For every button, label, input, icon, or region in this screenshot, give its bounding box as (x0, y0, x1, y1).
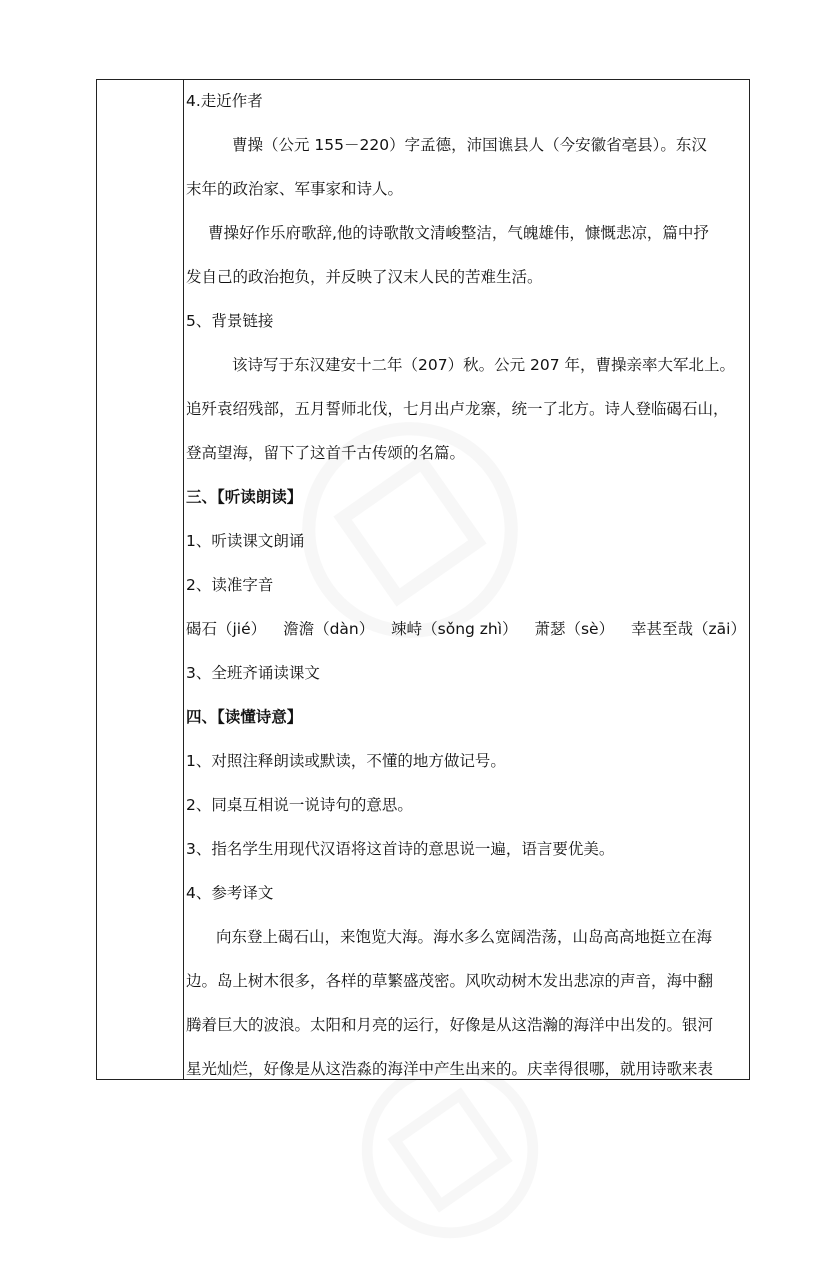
listen-item-1: 1、听读课文朗诵 (186, 532, 305, 550)
author-heading: 4.走近作者 (186, 92, 263, 110)
pinyin-item: 碣石（jié） (186, 620, 267, 638)
translation-line-3: 腾着巨大的波浪。太阳和月亮的运行，好像是从这浩瀚的海洋中出发的。银河 (186, 1016, 714, 1034)
author-paragraph-1-line-1: 曹操（公元 155－220）字孟德，沛国谯县人（今安徽省亳县）。东汉 (232, 136, 707, 154)
understand-item-3: 3、指名学生用现代汉语将这首诗的意思说一遍，语言要优美。 (186, 840, 615, 858)
listen-item-2: 2、读准字音 (186, 576, 274, 594)
pinyin-item: 竦峙（sǒng zhì） (391, 620, 518, 638)
understand-item-1: 1、对照注释朗读或默读，不懂的地方做记号。 (186, 752, 506, 770)
background-heading: 5、背景链接 (186, 312, 274, 330)
pinyin-item: 幸甚至哉（zāi） (631, 620, 746, 638)
translation-line-1: 向东登上碣石山，来饱览大海。海水多么宽阔浩荡，山岛高高地挺立在海 (216, 928, 713, 946)
pinyin-row (186, 607, 746, 651)
listen-item-3: 3、全班齐诵读课文 (186, 664, 320, 682)
table-column-divider (183, 79, 184, 1080)
author-paragraph-2-line-1: 曹操好作乐府歌辞,他的诗歌散文清峻整洁，气魄雄伟，慷慨悲凉，篇中抒 (208, 224, 709, 242)
author-paragraph-2-line-2: 发自己的政治抱负，并反映了汉末人民的苦难生活。 (186, 268, 543, 286)
listen-heading: 三、【听读朗读】 (186, 488, 303, 506)
background-line-1: 该诗写于东汉建安十二年（207）秋。公元 207 年，曹操亲率大军北上。 (232, 356, 736, 374)
lesson-content (186, 79, 748, 1091)
author-paragraph-1-line-2: 末年的政治家、军事家和诗人。 (186, 180, 404, 198)
pinyin-item: 萧瑟（sè） (534, 620, 615, 638)
background-line-2: 追歼袁绍残部，五月誓师北伐，七月出卢龙寨，统一了北方。诗人登临碣石山， (186, 400, 729, 418)
understand-item-4: 4、参考译文 (186, 884, 274, 902)
background-line-3: 登高望海，留下了这首千古传颂的名篇。 (186, 444, 466, 462)
understand-item-2: 2、同桌互相说一说诗句的意思。 (186, 796, 413, 814)
pinyin-item: 澹澹（dàn） (283, 620, 375, 638)
understand-heading: 四、【读懂诗意】 (186, 708, 303, 726)
translation-line-4: 星光灿烂，好像是从这浩淼的海洋中产生出来的。庆幸得很哪，就用诗歌来表 (186, 1060, 714, 1078)
translation-line-2: 边。岛上树木很多，各样的草繁盛茂密。风吹动树木发出悲凉的声音，海中翻 (186, 972, 714, 990)
